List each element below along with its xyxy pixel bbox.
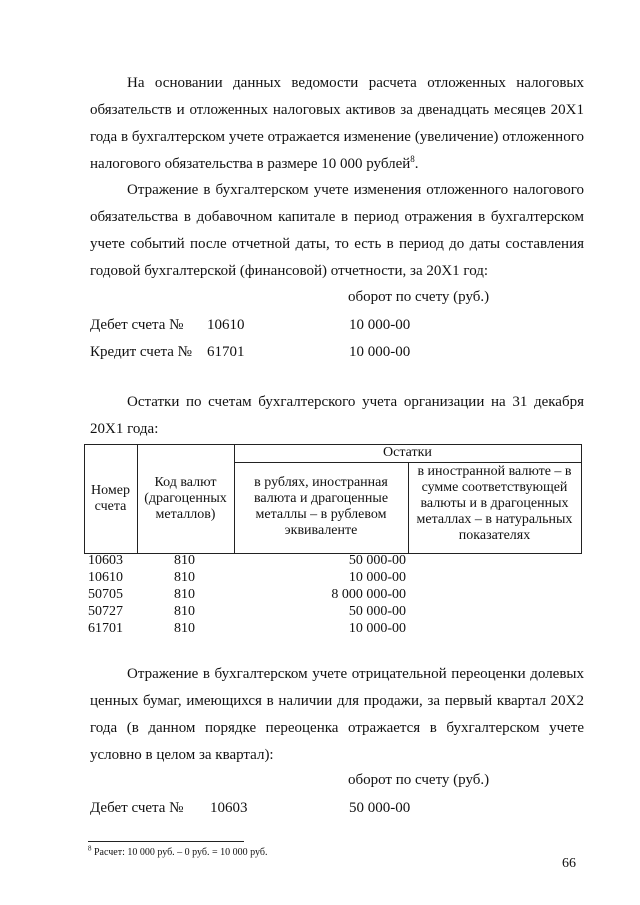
footnote-marker: 8: [88, 844, 92, 853]
paragraph-line: года (в данном порядке переоценка отражается в бухгалтерском учете: [90, 720, 584, 736]
footnote-reference: 8: [410, 154, 415, 164]
table-cell-code: 810: [174, 587, 195, 602]
paragraph-line: Отражение в бухгалтерском учете изменения отложенного налогового: [127, 182, 584, 198]
header-line: металлов): [155, 507, 216, 522]
table-cell-rub: 8 000 000-00: [331, 587, 406, 602]
column-header-currency-code: [137, 475, 234, 523]
table-cell-account: 50727: [88, 604, 123, 619]
credit-account: 61701: [207, 344, 245, 360]
debit-account: 10603: [210, 800, 248, 816]
paragraph-line: 20X1 года:: [90, 421, 159, 437]
header-line: валюты и в драгоценных: [420, 496, 569, 511]
turnover-label: оборот по счету (руб.): [348, 289, 490, 305]
paragraph-line: [90, 151, 584, 178]
debit-amount: 10 000-00: [349, 317, 411, 333]
footnote: [88, 846, 267, 860]
column-header-rub: [234, 475, 408, 539]
paragraph-line: обязательств и отложенных налоговых активов за двенадцать месяцев 20X1: [90, 102, 584, 118]
header-line: в иностранной валюте – в: [417, 464, 572, 479]
table-cell-rub: 10 000-00: [348, 621, 406, 636]
table-cell-rub: 50 000-00: [348, 553, 406, 568]
paragraph-line: года в бухгалтерском учете отражается изменение (увеличение) отложенного: [90, 129, 584, 145]
paragraph-line-text: налогового обязательства в размере 10 000 рублей: [90, 156, 411, 172]
paragraph-line: обязательства в добавочном капитале в период отражения в бухгалтерском: [90, 209, 584, 225]
table-cell-rub: 10 000-00: [348, 570, 406, 585]
table-cell-code: 810: [174, 604, 195, 619]
header-line: Номер: [91, 483, 130, 498]
header-line: счета: [94, 499, 127, 514]
table-cell-code: 810: [174, 621, 195, 636]
table-cell-account: 10610: [88, 570, 123, 585]
table-cell-code: 810: [174, 570, 195, 585]
column-group-header: Остатки: [383, 445, 432, 460]
table-border: [234, 462, 581, 463]
balances-table: [84, 444, 582, 636]
paragraph-deferred-tax-increase: [90, 70, 584, 178]
header-line: (драгоценных: [144, 491, 227, 506]
paragraph-line: ценных бумаг, имеющихся в наличии для продажи, за первый квартал 20X2: [90, 693, 584, 709]
end-punctuation: .: [414, 156, 419, 172]
paragraph-line: Остатки по счетам бухгалтерского учета организации на 31 декабря: [127, 394, 584, 410]
header-line: металлах – в натуральных: [416, 512, 573, 527]
paragraph-line: условно в целом за квартал):: [90, 747, 274, 763]
table-header: [84, 444, 582, 554]
debit-label: Дебет счета №: [90, 800, 184, 816]
header-line: Код валют: [154, 475, 217, 490]
page-number: 66: [562, 856, 576, 871]
debit-amount: 50 000-00: [349, 800, 411, 816]
header-line: показателях: [458, 528, 531, 543]
header-line: металлы – в рублевом: [255, 507, 387, 522]
credit-amount: 10 000-00: [349, 344, 411, 360]
table-cell-rub: 50 000-00: [348, 604, 406, 619]
paragraph-additional-capital: [90, 177, 584, 285]
table-cell-account: 10603: [88, 553, 123, 568]
column-header-foreign: [408, 464, 581, 544]
paragraph-line: Отражение в бухгалтерском учете отрицательной переоценки долевых: [127, 666, 584, 682]
column-header-account: [84, 483, 137, 515]
footnote-separator: [88, 841, 244, 842]
header-line: валюта и драгоценные: [253, 491, 389, 506]
table-cell-account: 50705: [88, 587, 123, 602]
paragraph-negative-revaluation: [90, 661, 584, 769]
header-line: эквиваленте: [284, 523, 358, 538]
credit-label: Кредит счета №: [90, 344, 192, 360]
paragraph-line: годовой бухгалтерской (финансовой) отчетности, за 20X1 год:: [90, 263, 489, 279]
table-cell-account: 61701: [88, 621, 123, 636]
table-border: [581, 445, 582, 553]
turnover-label: оборот по счету (руб.): [348, 772, 490, 788]
debit-account: 10610: [207, 317, 245, 333]
footnote-text: Расчет: 10 000 руб. – 0 руб. = 10 000 руб.: [94, 847, 268, 858]
paragraph-line: учете событий после отчетной даты, то есть в период до даты составления: [90, 236, 584, 252]
debit-label: Дебет счета №: [90, 317, 184, 333]
paragraph-balances-intro: [90, 389, 584, 443]
header-line: в рублях, иностранная: [254, 475, 388, 490]
table-cell-code: 810: [174, 553, 195, 568]
paragraph-line: На основании данных ведомости расчета отложенных налоговых: [127, 75, 584, 91]
header-line: сумме соответствующей: [421, 480, 568, 495]
